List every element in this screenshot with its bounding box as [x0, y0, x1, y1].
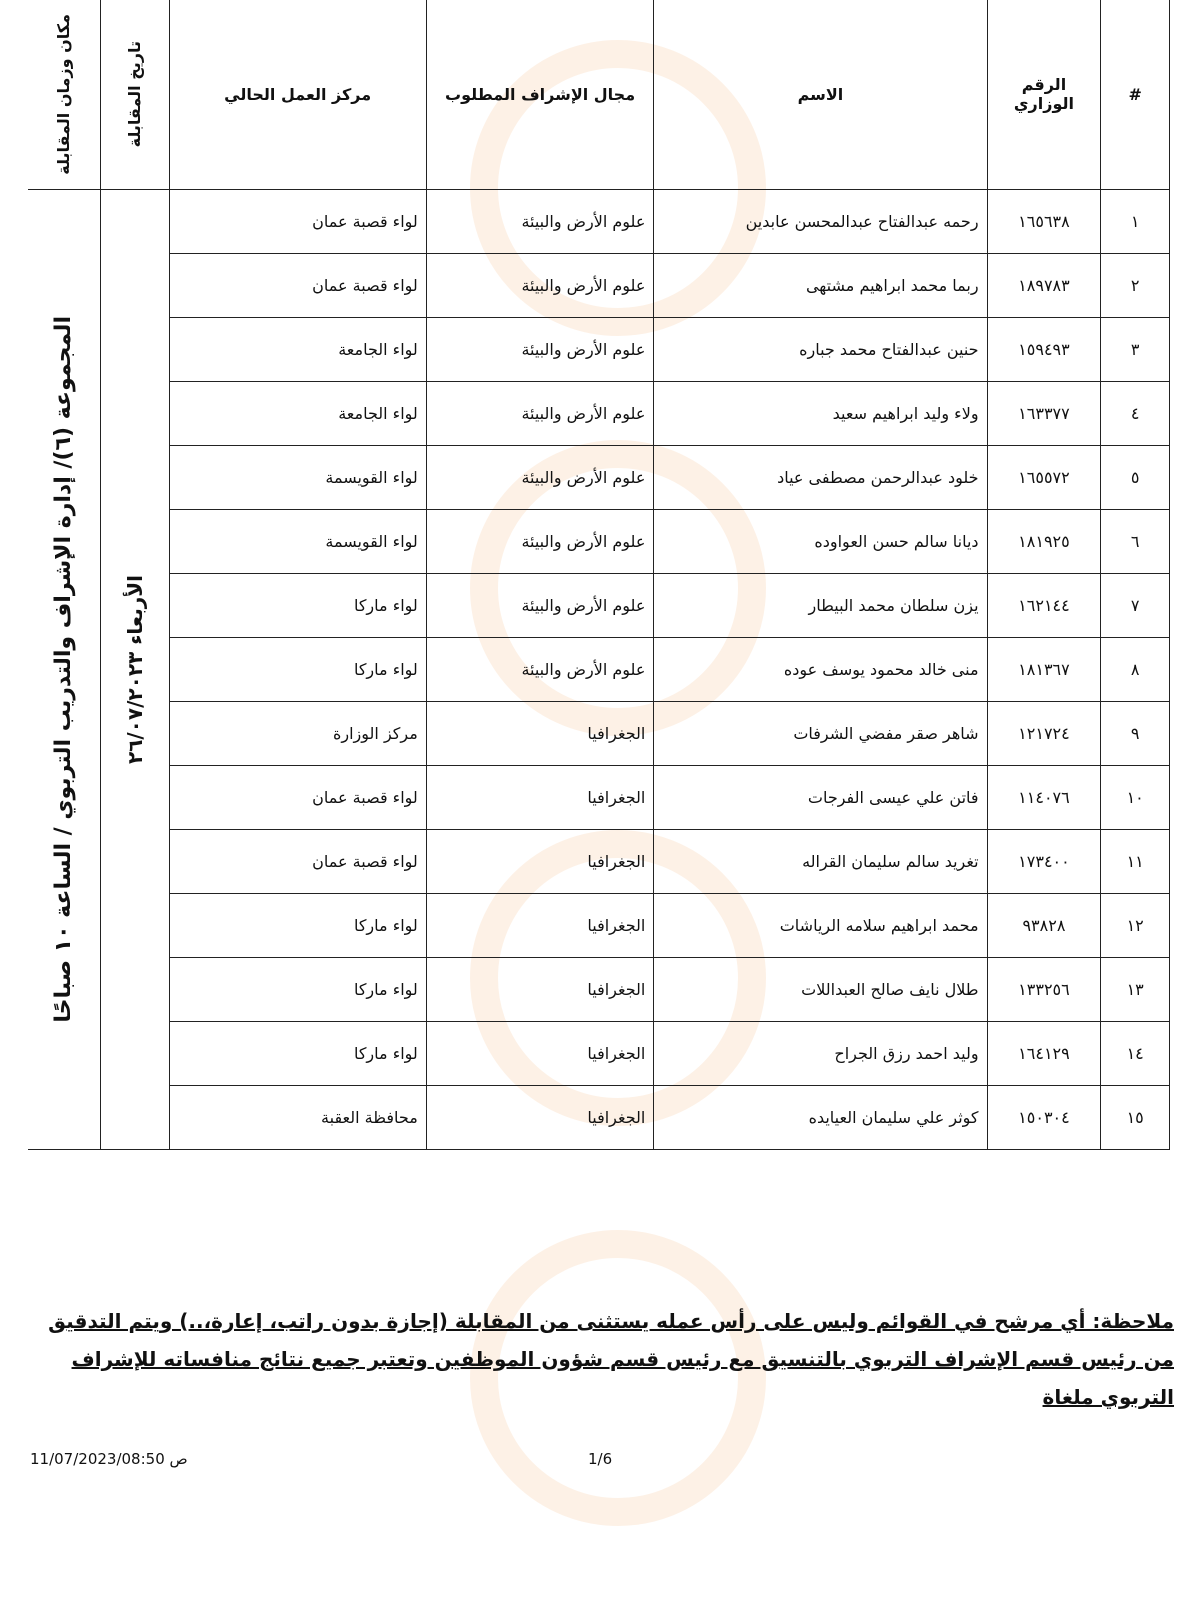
table-row	[28, 894, 1170, 958]
table-row	[28, 766, 1170, 830]
note-text: ملاحظة: أي مرشح في القوائم وليس على رأس عمله يستثنى من المقابلة (إجازة بدون راتب، إعارة،..) ويتم التدقيق من رئيس قسم الإشراف التربوي بالتنسيق مع رئيس قسم شؤون الموظفين وتعتبر جميع نتائج منافساته للإشراف التربوي ملغاة	[48, 1309, 1174, 1409]
cell-name: حنين عبدالفتاح محمد جباره	[654, 318, 987, 382]
table-row	[28, 1086, 1170, 1150]
cell-id: ١٦٥٦٣٨	[987, 190, 1101, 254]
cell-center: لواء القويسمة	[169, 510, 426, 574]
cell-name: طلال نايف صالح العبداللات	[654, 958, 987, 1022]
cell-num: ٧	[1101, 574, 1170, 638]
cell-name: شاهر صقر مفضي الشرفات	[654, 702, 987, 766]
cell-center: لواء الجامعة	[169, 318, 426, 382]
cell-center: لواء قصبة عمان	[169, 190, 426, 254]
cell-field: علوم الأرض والبيئة	[426, 190, 654, 254]
table-row	[28, 830, 1170, 894]
cell-num: ٦	[1101, 510, 1170, 574]
cell-name: منى خالد محمود يوسف عوده	[654, 638, 987, 702]
cell-id: ١١٤٠٧٦	[987, 766, 1101, 830]
cell-id: ١٦٣٣٧٧	[987, 382, 1101, 446]
cell-center: لواء قصبة عمان	[169, 830, 426, 894]
cell-id: ١٦٥٥٧٢	[987, 446, 1101, 510]
cell-num: ١	[1101, 190, 1170, 254]
cell-name: ولاء وليد ابراهيم سعيد	[654, 382, 987, 446]
header-name: الاسم	[654, 0, 987, 190]
cell-id: ١٥٠٣٠٤	[987, 1086, 1101, 1150]
cell-name: كوثر علي سليمان العيايده	[654, 1086, 987, 1150]
cell-center: مركز الوزارة	[169, 702, 426, 766]
cell-field: علوم الأرض والبيئة	[426, 638, 654, 702]
cell-field: الجغرافيا	[426, 1086, 654, 1150]
cell-id: ١٣٣٢٥٦	[987, 958, 1101, 1022]
table-row	[28, 510, 1170, 574]
cell-field: الجغرافيا	[426, 830, 654, 894]
cell-num: ٣	[1101, 318, 1170, 382]
table-row	[28, 574, 1170, 638]
interview-date-cell	[100, 190, 169, 1150]
cell-id: ١٥٩٤٩٣	[987, 318, 1101, 382]
header-field: مجال الإشراف المطلوب	[426, 0, 654, 190]
cell-field: الجغرافيا	[426, 1022, 654, 1086]
table-row	[28, 254, 1170, 318]
header-place-text: مكان وزمان المقابلة	[54, 13, 74, 175]
cell-name: وليد احمد رزق الجراح	[654, 1022, 987, 1086]
cell-num: ١٤	[1101, 1022, 1170, 1086]
header-num: #	[1101, 0, 1170, 190]
header-place	[28, 0, 100, 190]
cell-num: ١٣	[1101, 958, 1170, 1022]
table-row	[28, 190, 1170, 254]
cell-name: رحمه عبدالفتاح عبدالمحسن عابدين	[654, 190, 987, 254]
cell-field: الجغرافيا	[426, 894, 654, 958]
cell-name: يزن سلطان محمد البيطار	[654, 574, 987, 638]
interview-place: المجموعة (٦)/ إدارة الإشراف والتدريب التربوي / الساعة ١٠ صباحًا	[51, 316, 77, 1023]
cell-center: محافظة العقبة	[169, 1086, 426, 1150]
cell-center: لواء ماركا	[169, 574, 426, 638]
cell-num: ١١	[1101, 830, 1170, 894]
cell-id: ١٦٢١٤٤	[987, 574, 1101, 638]
cell-center: لواء قصبة عمان	[169, 254, 426, 318]
table-row	[28, 958, 1170, 1022]
table-header-row	[28, 0, 1170, 190]
table-row	[28, 318, 1170, 382]
cell-field: علوم الأرض والبيئة	[426, 318, 654, 382]
header-date	[100, 0, 169, 190]
cell-center: لواء ماركا	[169, 638, 426, 702]
footer-page-number: 1/6	[588, 1450, 613, 1468]
cell-num: ٩	[1101, 702, 1170, 766]
table-row	[28, 638, 1170, 702]
interview-date: الأربعاء ٢٦/٠٧/٢٠٢٣	[122, 574, 147, 765]
cell-field: الجغرافيا	[426, 958, 654, 1022]
cell-num: ١٢	[1101, 894, 1170, 958]
cell-num: ٢	[1101, 254, 1170, 318]
cell-center: لواء الجامعة	[169, 382, 426, 446]
cell-id: ١٦٤١٢٩	[987, 1022, 1101, 1086]
cell-field: الجغرافيا	[426, 702, 654, 766]
cell-name: تغريد سالم سليمان القراله	[654, 830, 987, 894]
cell-num: ١٠	[1101, 766, 1170, 830]
header-date-text: تاريخ المقابلة	[125, 40, 145, 148]
cell-field: الجغرافيا	[426, 766, 654, 830]
cell-num: ١٥	[1101, 1086, 1170, 1150]
interview-place-cell	[28, 190, 100, 1150]
cell-id: ١٨١٣٦٧	[987, 638, 1101, 702]
cell-num: ٨	[1101, 638, 1170, 702]
table-row	[28, 702, 1170, 766]
cell-field: علوم الأرض والبيئة	[426, 510, 654, 574]
cell-name: خلود عبدالرحمن مصطفى عياد	[654, 446, 987, 510]
cell-name: فاتن علي عيسى الفرجات	[654, 766, 987, 830]
cell-center: لواء ماركا	[169, 1022, 426, 1086]
cell-id: ٩٣٨٢٨	[987, 894, 1101, 958]
cell-id: ١٨٩٧٨٣	[987, 254, 1101, 318]
cell-center: لواء القويسمة	[169, 446, 426, 510]
cell-center: لواء ماركا	[169, 958, 426, 1022]
header-center: مركز العمل الحالي	[169, 0, 426, 190]
cell-field: علوم الأرض والبيئة	[426, 574, 654, 638]
header-id: الرقم الوزاري	[987, 0, 1101, 190]
table-row	[28, 382, 1170, 446]
cell-id: ١٢١٧٢٤	[987, 702, 1101, 766]
cell-num: ٥	[1101, 446, 1170, 510]
candidates-table	[28, 0, 1170, 1150]
cell-center: لواء قصبة عمان	[169, 766, 426, 830]
footer-timestamp: 11/07/2023/08:50 ص	[30, 1450, 188, 1468]
cell-field: علوم الأرض والبيئة	[426, 254, 654, 318]
cell-id: ١٧٣٤٠٠	[987, 830, 1101, 894]
cell-center: لواء ماركا	[169, 894, 426, 958]
cell-name: ديانا سالم حسن العواوده	[654, 510, 987, 574]
cell-id: ١٨١٩٢٥	[987, 510, 1101, 574]
cell-name: محمد ابراهيم سلامه الرياشات	[654, 894, 987, 958]
table-row	[28, 1022, 1170, 1086]
table-row	[28, 446, 1170, 510]
cell-num: ٤	[1101, 382, 1170, 446]
cell-name: ربما محمد ابراهيم مشتهى	[654, 254, 987, 318]
cell-field: علوم الأرض والبيئة	[426, 446, 654, 510]
cell-field: علوم الأرض والبيئة	[426, 382, 654, 446]
